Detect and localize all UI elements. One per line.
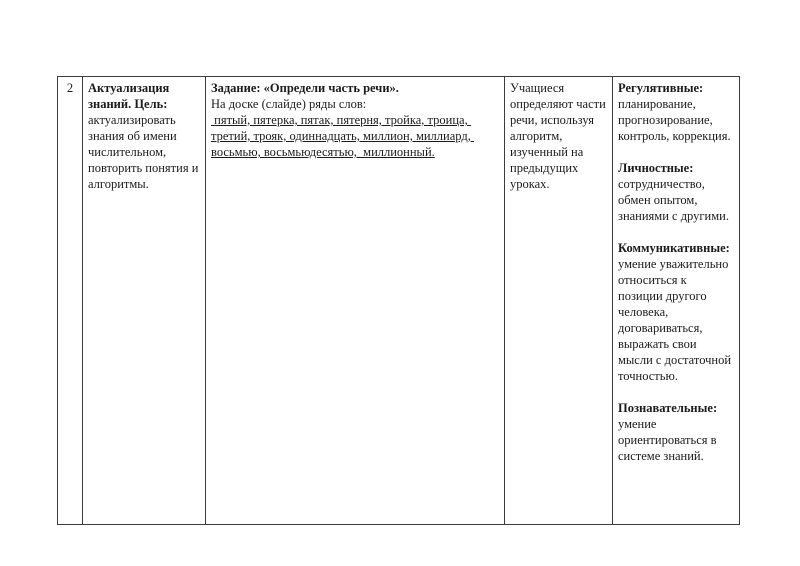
task-title: Задание: «Определи часть речи». bbox=[211, 81, 399, 95]
cell-activity bbox=[505, 77, 613, 524]
uud-label: Регулятивные: bbox=[618, 81, 704, 95]
uud-block-regulative bbox=[618, 80, 733, 144]
uud-block-personal bbox=[618, 160, 733, 224]
uud-text: умение уважительно относиться к позиции другого человека, договариваться, выражать свои мысли с достаточной точностью. bbox=[618, 257, 732, 383]
uud-label: Коммуникативные: bbox=[618, 241, 730, 255]
cell-uud bbox=[613, 77, 739, 524]
task-word-list: пятый, пятерка, пятак, пятерня, тройка, троица, третий, трояк, одиннадцать, миллион, миллиард, восьмью, восьмьюдесятью, миллионный. bbox=[211, 113, 474, 159]
uud-block-cognitive bbox=[618, 400, 733, 464]
uud-text: планирование, прогнозирование, контроль, коррекция. bbox=[618, 97, 731, 143]
uud-label: Познавательные: bbox=[618, 401, 718, 415]
row-number: 2 bbox=[66, 81, 74, 95]
activity-text: Учащиеся определяют части речи, используя алгоритм, изученный на предыдущих уроках. bbox=[510, 81, 606, 191]
stage-title: Актуализация знаний. Цель: bbox=[88, 81, 170, 111]
uud-text: умение ориентироваться в системе знаний. bbox=[618, 417, 717, 463]
lesson-plan-table bbox=[57, 76, 740, 525]
uud-text: сотрудничество, обмен опытом, знаниями с другими. bbox=[618, 177, 729, 223]
cell-stage bbox=[83, 77, 206, 524]
stage-body: актуализировать знания об имени числительном, повторить понятия и алгоритмы. bbox=[88, 113, 199, 191]
uud-block-communicative bbox=[618, 240, 733, 384]
task-intro: На доске (слайде) ряды слов: bbox=[211, 97, 367, 111]
cell-row-number bbox=[58, 77, 83, 524]
uud-label: Личностные: bbox=[618, 161, 694, 175]
cell-task bbox=[206, 77, 505, 524]
